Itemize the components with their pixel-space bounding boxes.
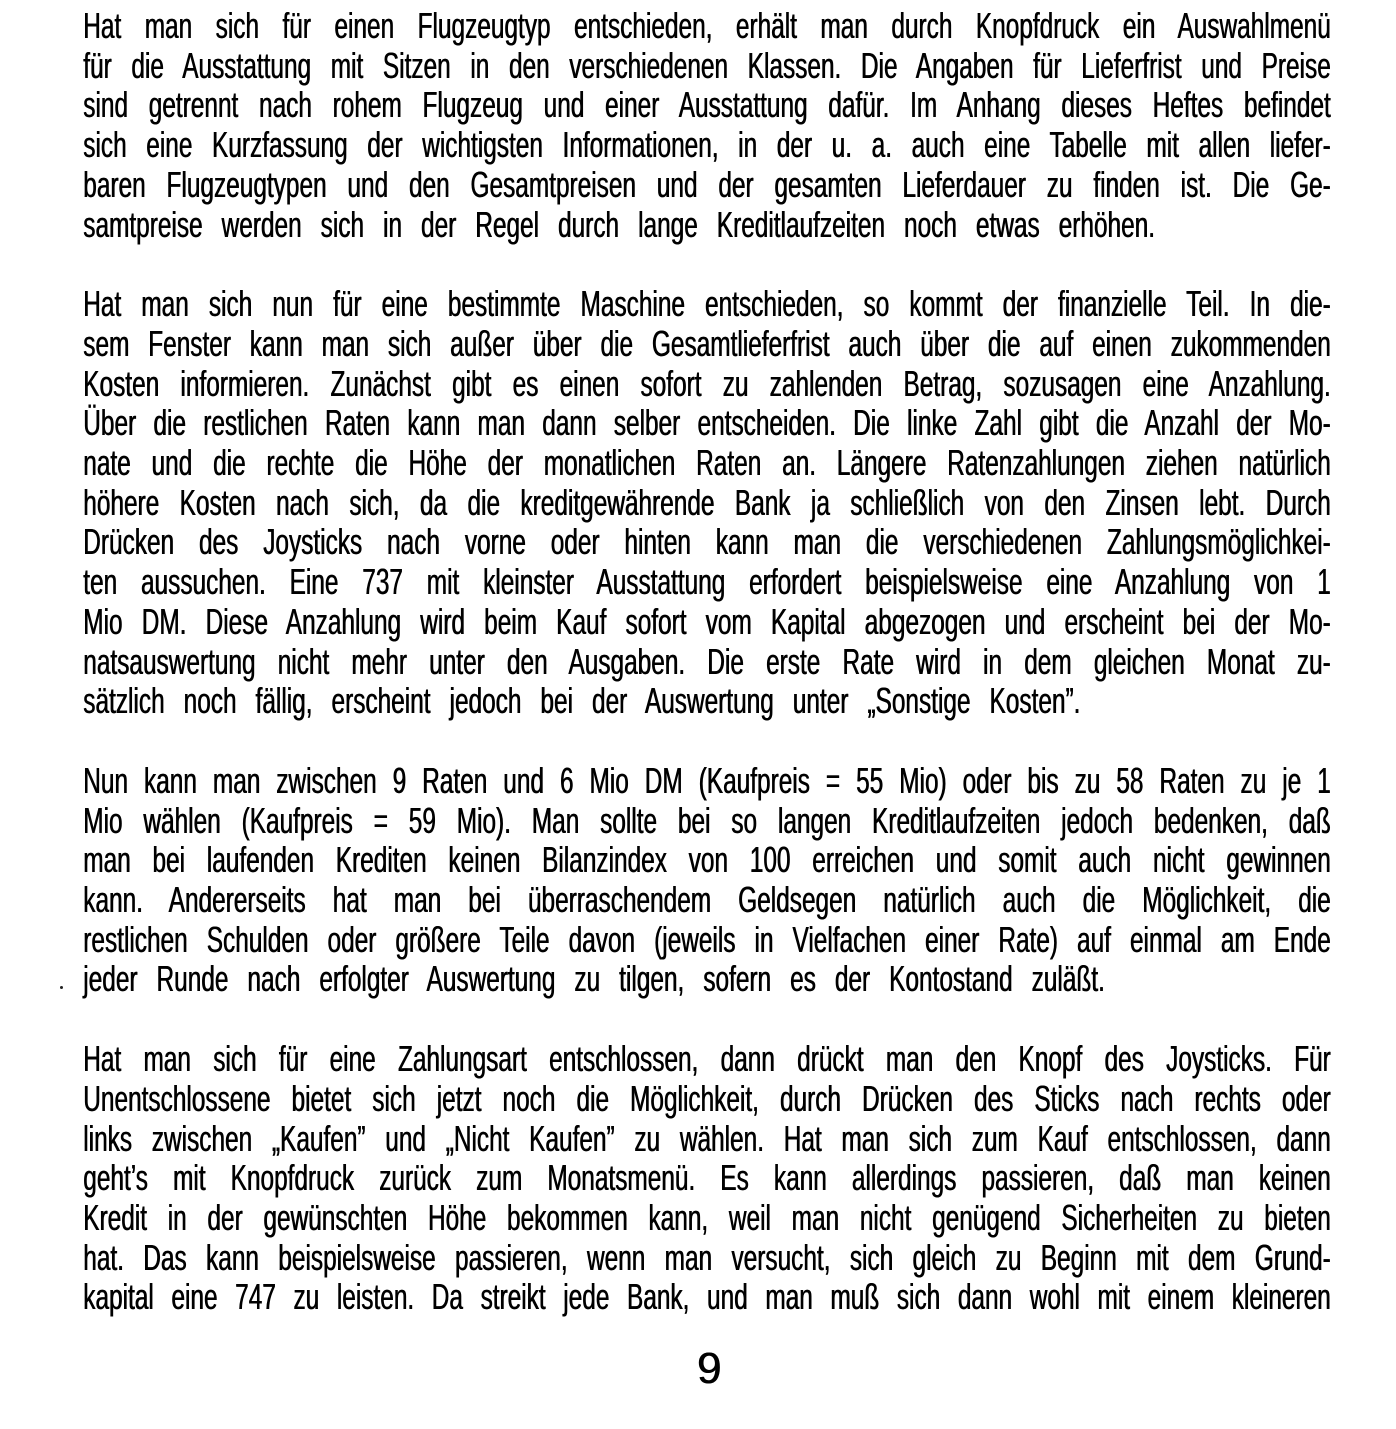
page-footer xyxy=(0,1344,1396,1393)
text-line: jeder Runde nach erfolgter Auswertung zu tilgen, sofern es der Kontostand zuläßt. xyxy=(83,958,1105,1000)
text-line: restlichen Schulden oder größere Teile davon (jeweils in Vielfachen einer Rate) auf einmal am Ende xyxy=(83,918,1331,960)
text-line: Hat man sich für einen Flugzeugtyp entschieden, erhält man durch Knopfdruck ein Auswahlmenü xyxy=(83,5,1331,46)
text-line: sätzlich noch fällig, erscheint jedoch bei der Auswertung unter „Sonstige Kosten”. xyxy=(83,680,1081,722)
text-line: Hat man sich für eine Zahlungsart entschlossen, dann drückt man den Knopf des Joysticks. Für xyxy=(83,1038,1331,1080)
paragraph xyxy=(83,1039,1331,1317)
text-line: sind getrennt nach rohem Flugzeug und einer Ausstattung dafür. Im Anhang dieses Heftes befindet xyxy=(83,84,1331,126)
text-line: geht’s mit Knopfdruck zurück zum Monatsmenü. Es kann allerdings passieren, daß man keinen xyxy=(83,1157,1331,1199)
text-line: Hat man sich nun für eine bestimmte Maschine entschieden, so kommt der finanzielle Teil. In die- xyxy=(83,283,1331,325)
body-text xyxy=(83,6,1331,1357)
text-line: Über die restlichen Raten kann man dann selber entscheiden. Die linke Zahl gibt die Anzahl der Mo- xyxy=(83,402,1331,444)
scan-speck xyxy=(60,986,63,989)
page-number: 9 xyxy=(696,1344,722,1393)
text-line: hat. Das kann beispielsweise passieren, wenn man versucht, sich gleich zu Beginn mit dem Grund- xyxy=(83,1236,1331,1278)
text-line: Drücken des Joysticks nach vorne oder hinten kann man die verschiedenen Zahlungsmöglichkei- xyxy=(83,521,1331,563)
text-line: baren Flugzeugtypen und den Gesamtpreisen und der gesamten Lieferdauer zu finden ist. Die Ge- xyxy=(83,163,1331,205)
text-line: Mio wählen (Kaufpreis = 59 Mio). Man sollte bei so langen Kreditlaufzeiten jedoch bedenken, daß xyxy=(83,799,1331,841)
text-line: kapital eine 747 zu leisten. Da streikt jede Bank, und man muß sich dann wohl mit einem kleineren xyxy=(83,1276,1331,1318)
text-line: nate und die rechte die Höhe der monatlichen Raten an. Längere Ratenzahlungen ziehen natürlich xyxy=(83,442,1331,484)
text-line: natsauswertung nicht mehr unter den Ausgaben. Die erste Rate wird in dem gleichen Monat zu- xyxy=(83,640,1331,682)
paragraph xyxy=(83,761,1331,999)
text-line: Kosten informieren. Zunächst gibt es einen sofort zu zahlenden Betrag, sozusagen eine Anzahlung. xyxy=(83,362,1331,404)
text-line: Kredit in der gewünschten Höhe bekommen kann, weil man nicht genügend Sicherheiten zu bieten xyxy=(83,1196,1331,1238)
text-line: samtpreise werden sich in der Regel durch lange Kreditlaufzeiten noch etwas erhöhen. xyxy=(83,203,1155,245)
text-line: höhere Kosten nach sich, da die kreditgewährende Bank ja schließlich von den Zinsen lebt. Durch xyxy=(83,481,1331,523)
text-line: sem Fenster kann man sich außer über die Gesamtlieferfrist auch über die auf einen zukommenden xyxy=(83,322,1331,364)
text-line: kann. Andererseits hat man bei überraschendem Geldsegen natürlich auch die Möglichkeit, die xyxy=(83,879,1331,921)
text-line: Nun kann man zwischen 9 Raten und 6 Mio DM (Kaufpreis = 55 Mio) oder bis zu 58 Raten zu je 1 xyxy=(83,759,1331,801)
text-line: sich eine Kurzfassung der wichtigsten Informationen, in der u. a. auch eine Tabelle mit allen liefer- xyxy=(83,124,1331,166)
text-line: ten aussuchen. Eine 737 mit kleinster Ausstattung erfordert beispielsweise eine Anzahlung von 1 xyxy=(83,561,1331,603)
text-line: Unentschlossene bietet sich jetzt noch die Möglichkeit, durch Drücken des Sticks nach rechts oder xyxy=(83,1077,1331,1119)
paragraph xyxy=(83,6,1331,244)
text-line: Mio DM. Diese Anzahlung wird beim Kauf sofort vom Kapital abgezogen und erscheint bei der Mo- xyxy=(83,600,1331,642)
text-line: links zwischen „Kaufen” und „Nicht Kaufen” zu wählen. Hat man sich zum Kauf entschlossen, dann xyxy=(83,1117,1331,1159)
paragraph xyxy=(83,284,1331,721)
text-line: man bei laufenden Krediten keinen Bilanzindex von 100 erreichen und somit auch nicht gewinnen xyxy=(83,839,1331,881)
text-line: für die Ausstattung mit Sitzen in den verschiedenen Klassen. Die Angaben für Lieferfrist und Preise xyxy=(83,44,1331,86)
